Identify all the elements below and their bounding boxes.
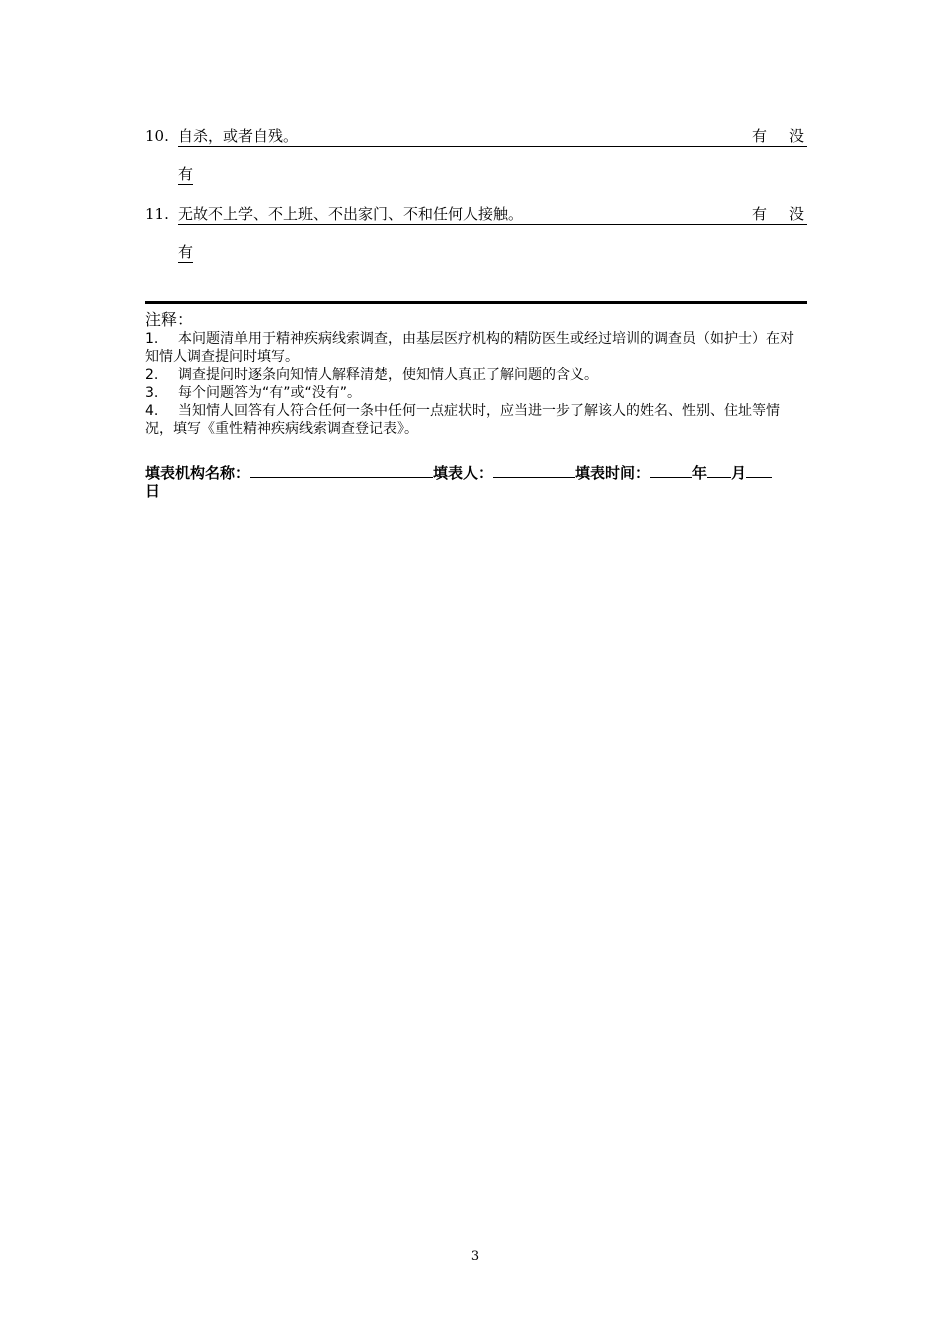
form-footer bbox=[145, 463, 807, 500]
month-blank[interactable] bbox=[707, 463, 731, 478]
notes-title: 注释： bbox=[145, 310, 194, 329]
option-no-continued: 有 bbox=[178, 165, 194, 183]
note-number: 3. bbox=[145, 385, 159, 401]
option-no-continued: 有 bbox=[178, 243, 194, 261]
note-text: 调查提问时逐条向知情人解释清楚，使知情人真正了解问题的含义。 bbox=[178, 367, 598, 383]
note-item bbox=[145, 330, 807, 366]
option-no: 没 bbox=[788, 127, 804, 145]
note-text: 当知情人回答有人符合任何一条中任何一点症状时，应当进一步了解该人的姓名、性别、住址等情况，填写《重性精神疾病线索调查登记表》。 bbox=[145, 403, 780, 437]
note-item bbox=[145, 384, 807, 402]
page-number: 3 bbox=[470, 1249, 480, 1264]
org-blank[interactable] bbox=[250, 463, 433, 478]
question-number: 10. bbox=[145, 127, 169, 145]
day-label: 日 bbox=[145, 482, 161, 500]
org-label: 填表机构名称： bbox=[145, 464, 251, 482]
month-label: 月 bbox=[731, 464, 747, 482]
question-text: 自杀，或者自残。 bbox=[178, 127, 299, 145]
day-blank[interactable] bbox=[746, 463, 772, 478]
option-no: 没 bbox=[788, 205, 804, 223]
section-divider bbox=[145, 301, 807, 304]
note-number: 4. bbox=[145, 403, 159, 419]
question-line bbox=[178, 204, 807, 225]
filler-blank[interactable] bbox=[493, 463, 575, 478]
note-item bbox=[145, 366, 807, 384]
notes-section bbox=[145, 309, 807, 438]
question-line bbox=[178, 126, 807, 147]
note-item bbox=[145, 402, 807, 438]
year-blank[interactable] bbox=[650, 463, 692, 478]
question-text: 无故不上学、不上班、不出家门、不和任何人接触。 bbox=[178, 205, 524, 223]
note-text: 本问题清单用于精神疾病线索调查，由基层医疗机构的精防医生或经过培训的调查员（如护士）在对知情人调查提问时填写。 bbox=[145, 331, 794, 365]
option-yes: 有 bbox=[751, 127, 767, 145]
option-yes: 有 bbox=[751, 205, 767, 223]
year-label: 年 bbox=[692, 464, 708, 482]
question-number: 11. bbox=[145, 205, 169, 223]
time-label: 填表时间： bbox=[575, 464, 651, 482]
filler-label: 填表人： bbox=[433, 464, 494, 482]
note-number: 2. bbox=[145, 367, 159, 383]
note-text: 每个问题答为“有”或“没有”。 bbox=[178, 385, 362, 401]
note-number: 1. bbox=[145, 331, 159, 347]
